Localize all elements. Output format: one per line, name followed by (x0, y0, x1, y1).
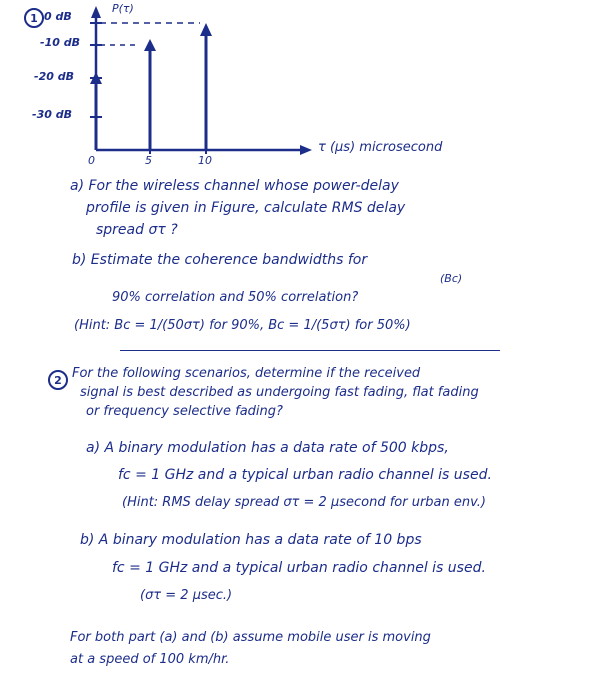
y-axis-arrow (91, 6, 101, 18)
x-axis-label: τ (μs) microsecond (318, 140, 443, 155)
power-delay-profile-figure (0, 0, 601, 170)
question-2-number: 2 (48, 370, 68, 390)
q1-part-a-line-3: spread στ ? (96, 222, 178, 238)
x-axis-arrow (300, 145, 312, 155)
q2-part-a-hint: (Hint: RMS delay spread στ = 2 μsecond for urban env.) (122, 495, 486, 510)
q1-part-a-line-1: a) For the wireless channel whose power-delay (70, 178, 399, 194)
q2-part-b-line-2: fc = 1 GHz and a typical urban radio channel is used. (112, 560, 486, 576)
q2-part-a-line-2: fc = 1 GHz and a typical urban radio channel is used. (118, 467, 492, 483)
impulse-5us-arrow (144, 39, 156, 51)
x-tick-0: 0 (88, 154, 95, 167)
q2-footer-line-2: at a speed of 100 km/hr. (70, 652, 230, 667)
q1-part-b-line-2: 90% correlation and 50% correlation? (112, 290, 359, 305)
level-label-10db: -10 dB (40, 36, 80, 49)
question-separator (120, 350, 500, 351)
x-tick-10: 10 (198, 154, 212, 167)
question-1-number: 1 (24, 8, 44, 28)
q1-part-b-bc-label: (Bc) (440, 272, 463, 285)
q1-part-b-line-1: b) Estimate the coherence bandwidths for (72, 252, 368, 268)
q1-part-a-line-2: profile is given in Figure, calculate RMS delay (86, 200, 406, 216)
level-label-30db: -30 dB (32, 108, 72, 121)
q2-intro-line-3: or frequency selective fading? (86, 404, 283, 419)
q2-part-b-hint: (στ = 2 μsec.) (140, 588, 233, 603)
q2-footer-line-1: For both part (a) and (b) assume mobile user is moving (70, 630, 431, 645)
x-tick-5: 5 (145, 154, 152, 167)
level-label-0db: 0 dB (44, 10, 72, 23)
level-label-20db: -20 dB (34, 70, 74, 83)
q2-part-a-line-1: a) A binary modulation has a data rate of 500 kbps, (86, 440, 449, 456)
impulse-10us-arrow (200, 23, 212, 36)
q2-intro-line-1: For the following scenarios, determine if the received (72, 366, 421, 381)
q2-part-b-line-1: b) A binary modulation has a data rate of 10 bps (80, 532, 422, 548)
q1-part-b-hint: (Hint: Bc = 1/(50στ) for 90%, Bc = 1/(5στ) for 50%) (74, 318, 411, 333)
q2-intro-line-2: signal is best described as undergoing fast fading, flat fading (80, 385, 479, 400)
y-axis-title: P(τ) (112, 2, 134, 15)
